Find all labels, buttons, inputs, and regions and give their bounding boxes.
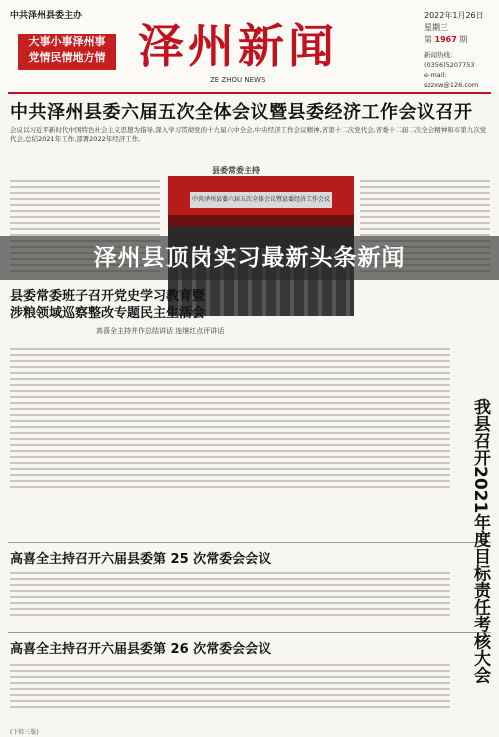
header-rule [8, 92, 491, 94]
issue-number [424, 34, 467, 45]
story-3-headline: 高喜全主持召开六届县委第 25 次常委会会议 [10, 552, 272, 567]
story-4-body [10, 660, 450, 708]
issue-suffix: 期 [459, 35, 468, 44]
story-2-headline [10, 288, 205, 322]
weekday: 星期三 [424, 23, 448, 32]
issue-prefix: 第 [424, 35, 432, 44]
organizer-tag: 中共泽州县委主办 [10, 11, 83, 21]
vertical-headline: 我县召开2021年度目标责任考核大会 [470, 398, 490, 684]
meeting-banner: 中共泽州县委六届五次全体会议暨县委经济工作会议 [190, 192, 332, 208]
paper-name: 泽州新闻 [138, 19, 338, 73]
story-2-line-2: 涉粮领域巡察整改专题民主生活会 [10, 306, 206, 321]
slogan-line-2: 党情民情地方情 [28, 51, 106, 64]
email: e-mail: szzxw@126.com [424, 71, 479, 89]
footer-credit: (下转三版) [10, 729, 39, 736]
overlay-title: 泽州县顶岗实习最新头条新闻 [93, 245, 406, 271]
issue-value: 1967 [434, 35, 457, 44]
main-summary: 会议以习近平新时代中国特色社会主义思想为指导,深入学习贯彻党的十九届六中全会,中央经济工作会议精神,省第十二次党代会,省委十二届二次全会精神和市第九次党代会,总结2021年工作,部署2022年经济工作, [10, 126, 487, 143]
story-2-body [10, 344, 450, 488]
main-headline: 中共泽州县委六届五次全体会议暨县委经济工作会议召开 [10, 102, 473, 123]
story-3-body [10, 568, 450, 616]
contact-block [424, 50, 499, 90]
masthead [0, 0, 499, 92]
date: 2022年1月26日 [424, 11, 484, 20]
story-divider-1 [8, 542, 491, 543]
slogan-box [18, 34, 116, 70]
photo-label: 县委常委主持 [212, 166, 260, 175]
date-box [424, 10, 484, 34]
slogan-line-1: 大事小事泽州事 [28, 35, 106, 48]
story-4-headline: 高喜全主持召开六届县委第 26 次常委会会议 [10, 642, 272, 657]
story-2-line-1: 县委常委班子召开党史学习教育暨 [10, 289, 206, 304]
paper-pinyin: ZE ZHOU NEWS [210, 76, 266, 84]
story-divider-2 [8, 632, 491, 633]
story-2-byline: 高喜全主持并作总结讲话 连继红点评讲话 [96, 327, 225, 335]
phone: 新闻热线:(0356)5207753 [424, 51, 475, 69]
